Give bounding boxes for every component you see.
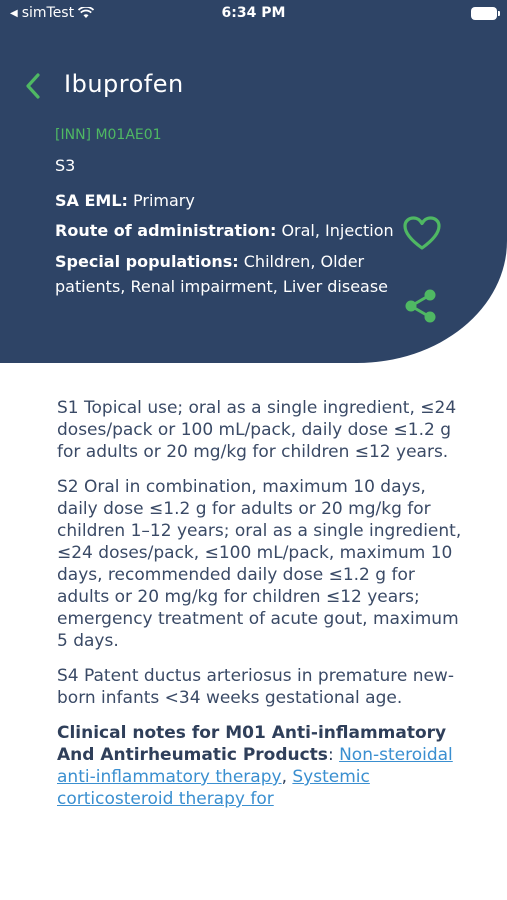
heart-icon xyxy=(402,216,442,252)
back-arrow-icon xyxy=(20,70,48,102)
link-separator: , xyxy=(281,767,287,787)
favorite-button[interactable] xyxy=(402,216,442,252)
special-value: Children, Older patients, Renal impairment, Liver disease xyxy=(55,252,389,296)
eml-value: Primary xyxy=(133,191,195,210)
route-label: Route of administration: xyxy=(55,221,277,240)
drug-content xyxy=(57,397,462,810)
link-nsaid-therapy[interactable]: Non-steroidal anti-inflammatory therapy xyxy=(57,745,453,787)
inn-code: [INN] M01AE01 xyxy=(55,127,162,143)
share-icon xyxy=(403,288,439,324)
status-bar xyxy=(0,0,507,28)
schedule-s2-text: S2 Oral in combination, maximum 10 days, daily dose ≤1.2 g for adults or 20 mg/kg for children 1–12 years; oral as a single ingredient, ≤24 doses/pack, ≤100 mL/pack, maximum 10 days, recommended daily dose ≤1.2 g for adults or 20 mg/kg for children ≤12 years; emergency treatment of acute gout, maximum 5 days. xyxy=(57,477,462,651)
schedule-s1-text: S1 Topical use; oral as a single ingredient, ≤24 doses/pack or 100 mL/pack, daily dose ≤1.2 g for adults or 20 mg/kg for children ≤12 years. xyxy=(57,398,457,462)
back-button[interactable] xyxy=(20,70,48,102)
share-button[interactable] xyxy=(403,288,439,324)
route-line xyxy=(55,218,394,243)
route-value: Oral, Injection xyxy=(281,221,394,240)
clinical-notes xyxy=(57,722,462,810)
eml-line xyxy=(55,188,195,213)
battery-icon xyxy=(471,7,497,20)
page-title: Ibuprofen xyxy=(64,70,184,98)
special-label: Special populations: xyxy=(55,252,239,271)
clinical-notes-label: Clinical notes for M01 Anti-inflammatory And Antirheumatic Products xyxy=(57,723,447,765)
schedule-label: S3 xyxy=(55,156,76,175)
special-populations-line xyxy=(55,249,395,299)
clinical-notes-sep: : xyxy=(327,745,340,765)
schedule-s4-text: S4 Patent ductus arteriosus in premature new-born infants <34 weeks gestational age. xyxy=(57,666,454,708)
link-corticosteroid-therapy[interactable]: Systemic corticosteroid therapy for xyxy=(57,767,370,809)
status-time: 6:34 PM xyxy=(221,5,286,21)
back-to-app-icon: ◀ xyxy=(10,7,18,19)
carrier-label: simTest xyxy=(21,5,75,21)
eml-label: SA EML: xyxy=(55,191,128,210)
